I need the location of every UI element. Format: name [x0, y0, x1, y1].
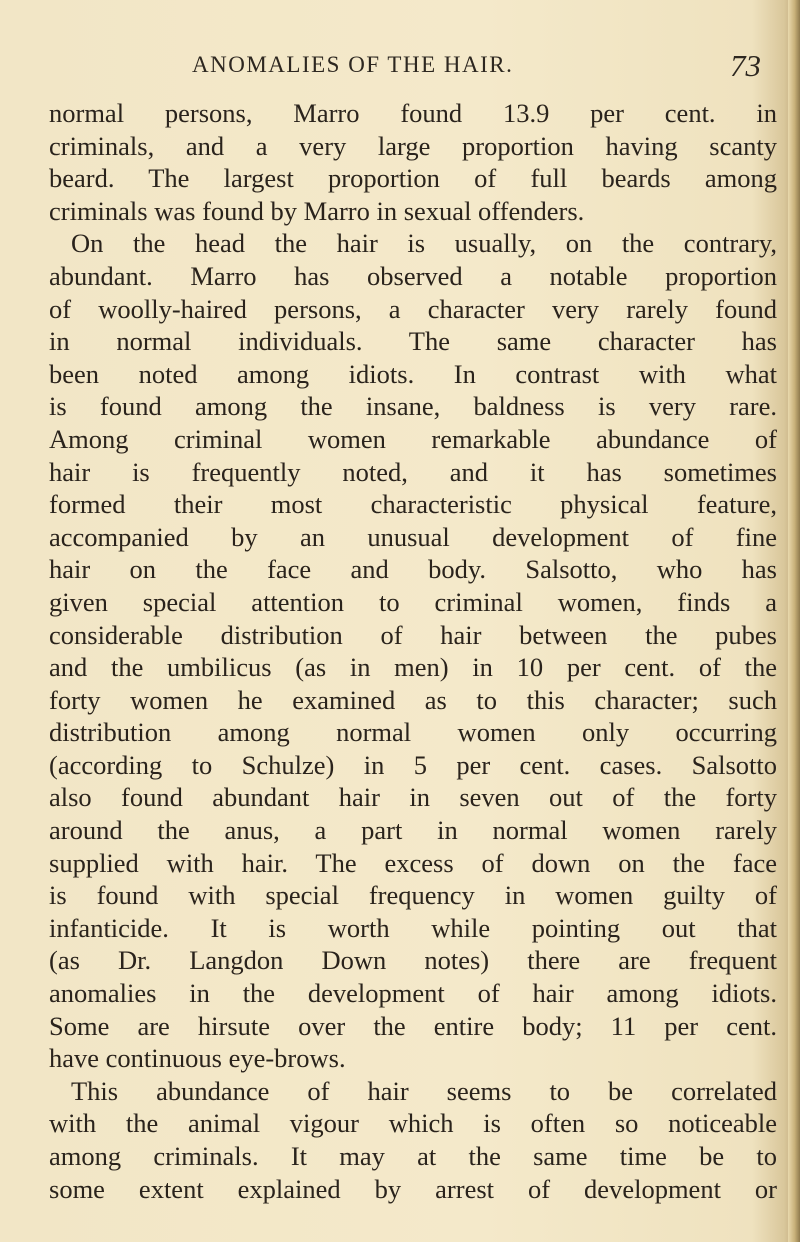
- text-line: is found with special frequency in women guilty of: [49, 880, 777, 911]
- text-line: some extent explained by arrest of development or: [49, 1173, 777, 1204]
- page-edge-shadow: [788, 0, 800, 1242]
- text-line: among criminals. It may at the same time be to: [49, 1141, 777, 1171]
- text-line: is found among the insane, baldness is very rare.: [49, 391, 777, 422]
- text-line: This abundance of hair seems to be correlated: [71, 1075, 777, 1106]
- page-header: [0, 48, 800, 92]
- text-line: around the anus, a part in normal women rarely: [49, 815, 777, 846]
- text-line: given special attention to criminal women, finds a: [49, 586, 777, 617]
- text-line: (as Dr. Langdon Down notes) there are frequent: [49, 945, 777, 976]
- running-head: ANOMALIES OF THE HAIR.: [192, 52, 514, 77]
- text-line: (according to Schulze) in 5 per cent. cases. Salsotto: [49, 749, 777, 780]
- text-line: with the animal vigour which is often so noticeable: [49, 1108, 777, 1139]
- text-line: hair is frequently noted, and it has sometimes: [49, 456, 777, 487]
- text-line: infanticide. It is worth while pointing out that: [49, 912, 777, 943]
- text-line: forty women he examined as to this character; such: [49, 684, 777, 715]
- text-line: Among criminal women remarkable abundance of: [49, 423, 777, 454]
- text-line: accompanied by an unusual development of fine: [49, 521, 777, 552]
- text-line: criminals was found by Marro in sexual offenders.: [49, 195, 585, 226]
- text-line: in normal individuals. The same character has: [49, 326, 777, 357]
- text-line: beard. The largest proportion of full beards among: [49, 163, 777, 194]
- text-line: anomalies in the development of hair among idiots.: [49, 978, 777, 1009]
- text-line: hair on the face and body. Salsotto, who has: [49, 554, 777, 585]
- text-line: supplied with hair. The excess of down on the face: [49, 847, 777, 878]
- text-line: abundant. Marro has observed a notable proportion: [49, 260, 777, 291]
- page-number: 73: [730, 48, 761, 83]
- body-text: [49, 97, 777, 1205]
- text-line: formed their most characteristic physical feature,: [49, 489, 777, 520]
- text-line: Some are hirsute over the entire body; 11 per cent.: [49, 1010, 777, 1041]
- text-line: of woolly-haired persons, a character very rarely found: [49, 293, 777, 324]
- text-line: been noted among idiots. In contrast with what: [49, 358, 777, 389]
- text-line: considerable distribution of hair between the pubes: [49, 619, 777, 650]
- text-line: distribution among normal women only occurring: [49, 717, 777, 748]
- text-line: also found abundant hair in seven out of the forty: [49, 782, 777, 813]
- text-line: normal persons, Marro found 13.9 per cent. in: [49, 98, 777, 128]
- text-line: criminals, and a very large proportion having scanty: [49, 130, 777, 161]
- text-line: and the umbilicus (as in men) in 10 per cent. of the: [49, 652, 777, 683]
- text-line: On the head the hair is usually, on the contrary,: [71, 228, 777, 259]
- text-line: have continuous eye-brows.: [49, 1043, 346, 1074]
